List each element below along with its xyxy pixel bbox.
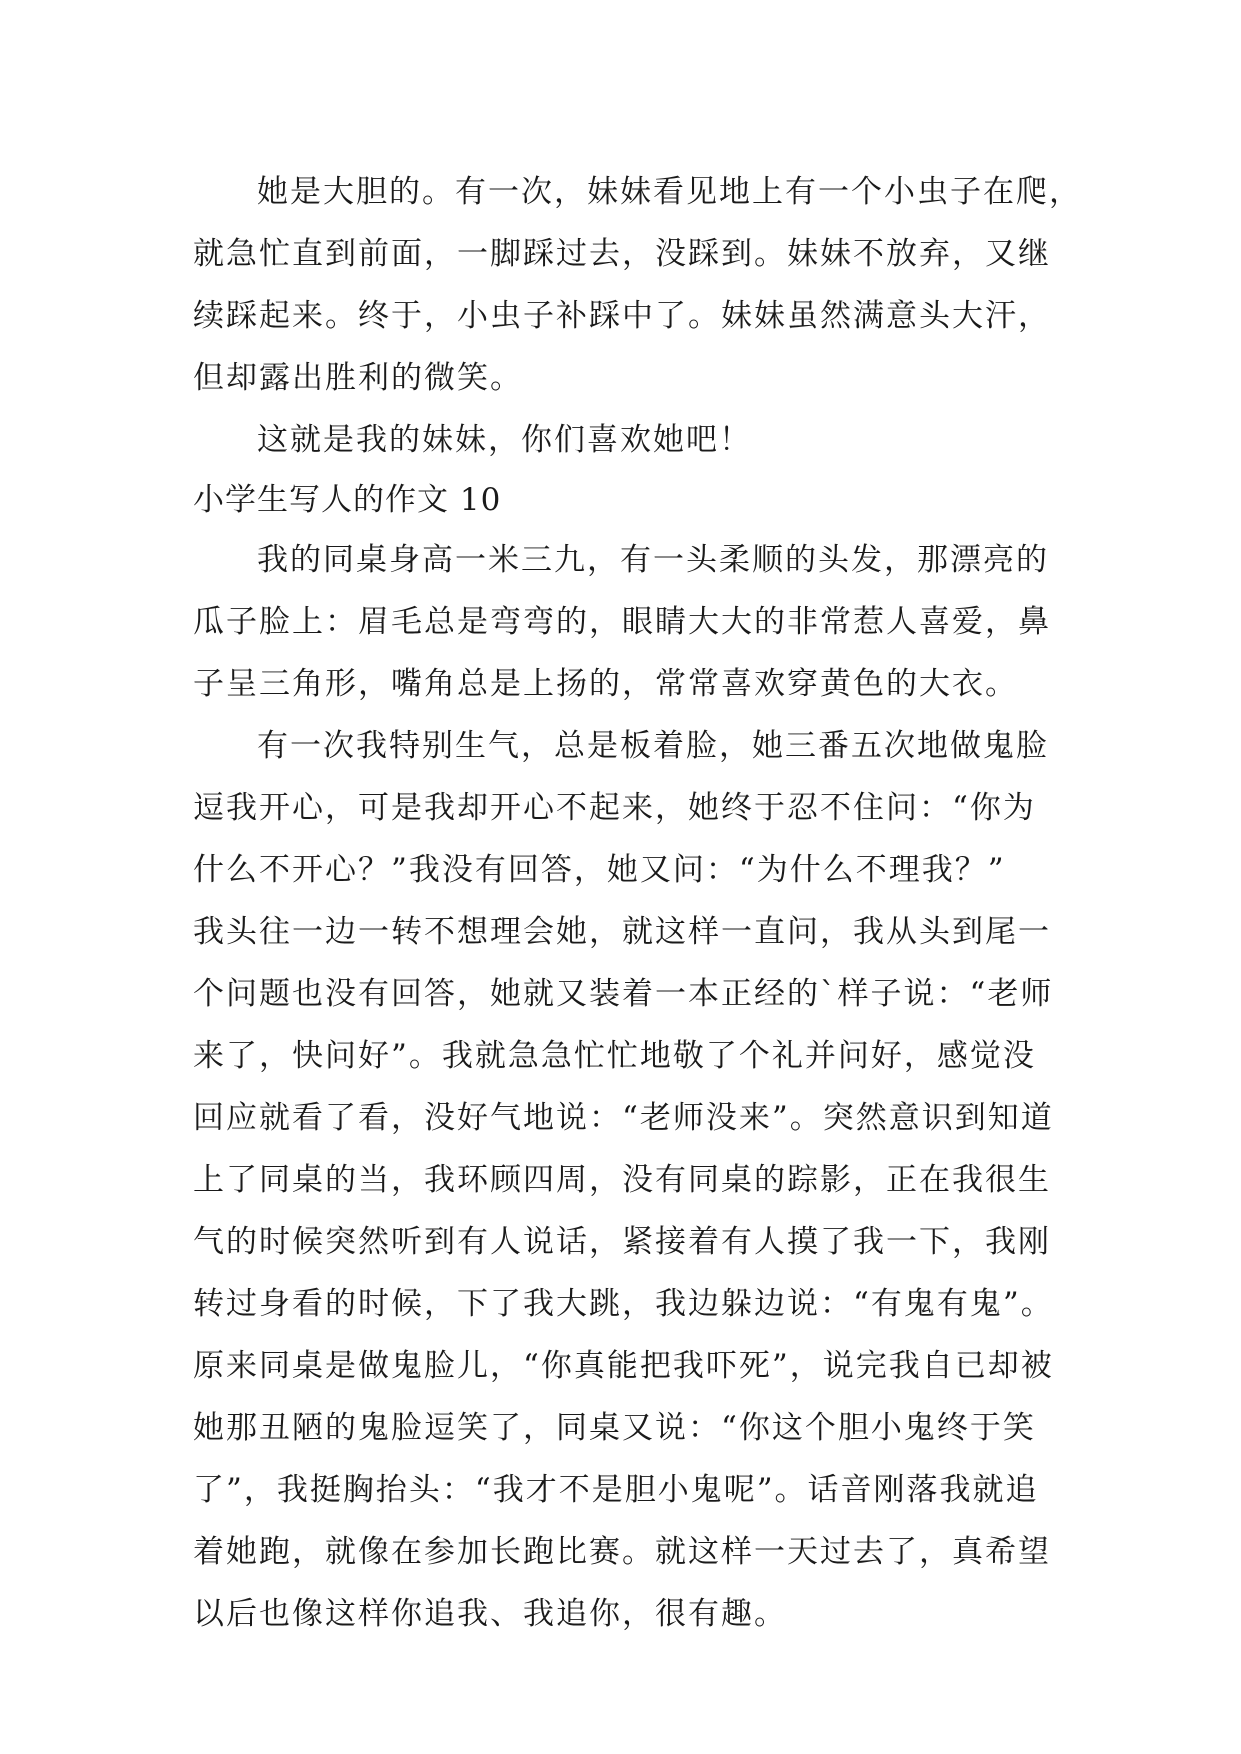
text-line: 来了，快问好”。我就急急忙忙地敬了个礼并问好，感觉没 <box>193 1038 1036 1074</box>
text-line: 什么不开心？”我没有回答，她又问：“为什么不理我？” <box>193 852 1006 888</box>
paragraph-2 <box>193 409 1053 471</box>
text-line: 她那丑陋的鬼脸逗笑了，同桌又说：“你这个胆小鬼终于笑 <box>193 1410 1036 1446</box>
text-line: 续踩起来。终于，小虫子补踩中了。妹妹虽然满意头大汗， <box>193 298 1051 334</box>
text-line: 原来同桌是做鬼脸儿，“你真能把我吓死”，说完我自已却被 <box>193 1348 1054 1384</box>
text-line: 她是大胆的。有一次，妹妹看见地上有一个小虫子在爬， <box>257 174 1082 210</box>
text-line: 子呈三角形，嘴角总是上扬的，常常喜欢穿黄色的大衣。 <box>193 666 1018 702</box>
text-line: 上了同桌的当，我环顾四周，没有同桌的踪影，正在我很生 <box>193 1162 1051 1198</box>
text-line: 这就是我的妹妹，你们喜欢她吧！ <box>257 422 752 458</box>
text-line: 回应就看了看，没好气地说：“老师没来”。突然意识到知道 <box>193 1100 1054 1136</box>
text-line: 个问题也没有回答，她就又装着一本正经的`样子说：“老师 <box>193 976 1054 1012</box>
paragraph-3 <box>193 529 1053 715</box>
text-line: 瓜子脸上：眉毛总是弯弯的，眼睛大大的非常惹人喜爱，鼻 <box>193 604 1051 640</box>
text-line: 气的时候突然听到有人说话，紧接着有人摸了我一下，我刚 <box>193 1224 1051 1260</box>
paragraph-1 <box>193 161 1082 409</box>
section-heading: 小学生写人的作文 10 <box>193 482 502 518</box>
text-line: 就急忙直到前面，一脚踩过去，没踩到。妹妹不放弃，又继 <box>193 236 1051 272</box>
text-line: 但却露出胜利的微笑。 <box>193 360 523 396</box>
text-line: 我头往一边一转不想理会她，就这样一直问，我从头到尾一 <box>193 914 1051 950</box>
text-line: 以后也像这样你追我、我追你，很有趣。 <box>193 1596 787 1632</box>
text-line: 转过身看的时候，下了我大跳，我边躲边说：“有鬼有鬼”。 <box>193 1286 1054 1322</box>
text-line: 了”，我挺胸抬头：“我才不是胆小鬼呢”。话音刚落我就追 <box>193 1472 1039 1508</box>
text-line: 有一次我特别生气，总是板着脸，她三番五次地做鬼脸 <box>257 728 1049 764</box>
text-line: 我的同桌身高一米三九，有一头柔顺的头发，那漂亮的 <box>257 542 1049 578</box>
text-line: 着她跑，就像在参加长跑比赛。就这样一天过去了，真希望 <box>193 1534 1051 1570</box>
document-body <box>193 161 1082 1645</box>
paragraph-4 <box>193 715 1053 1645</box>
text-line: 逗我开心，可是我却开心不起来，她终于忍不住问：“你为 <box>193 790 1036 826</box>
